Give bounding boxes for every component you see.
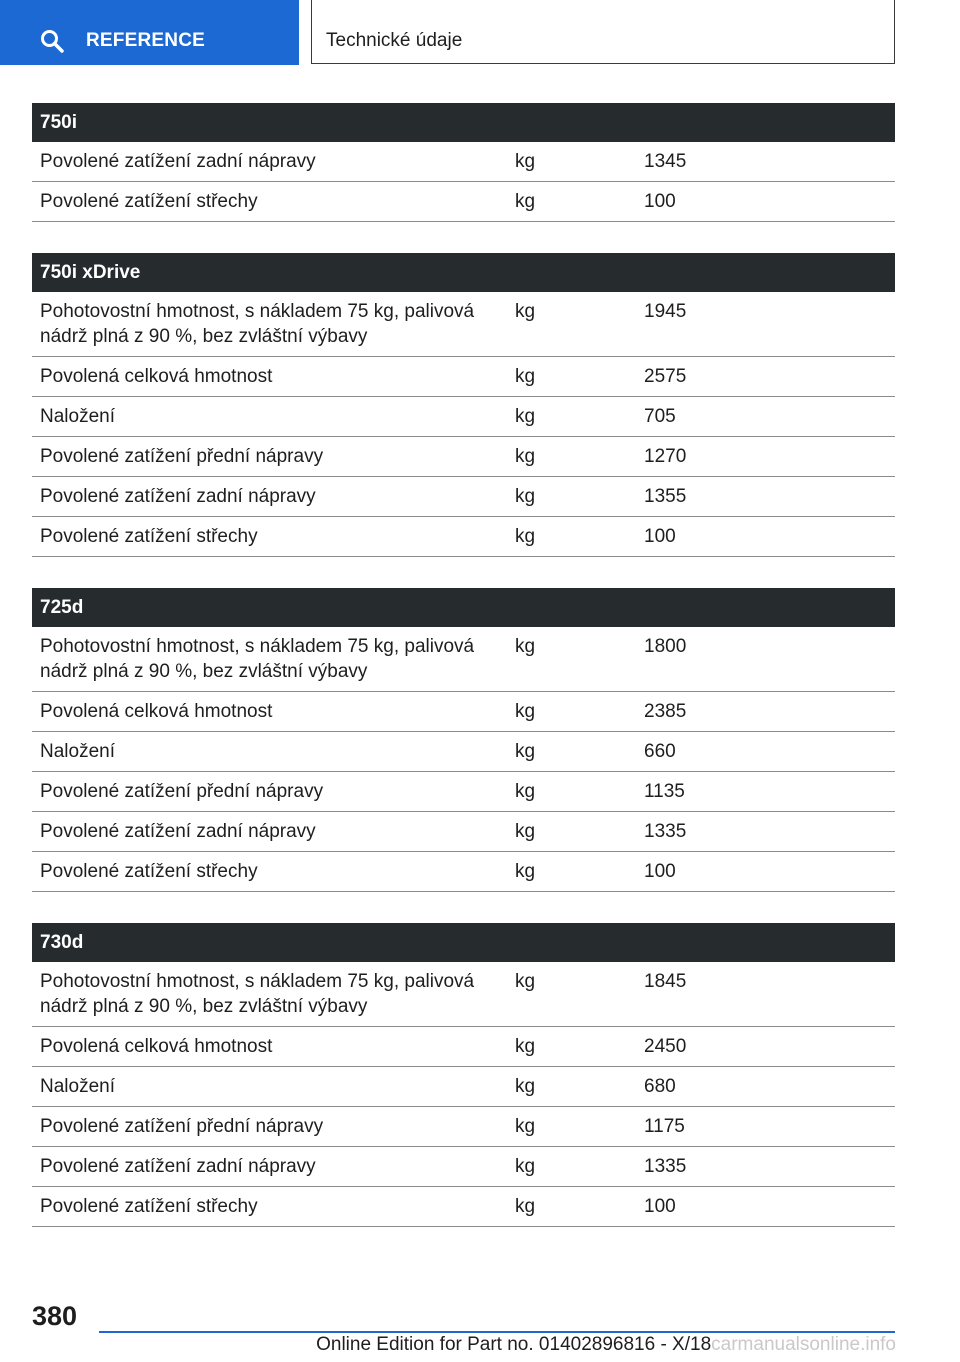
spec-label: Povolená celková hmotnost <box>32 1027 507 1067</box>
table-row <box>32 182 895 222</box>
footer-divider <box>99 1331 895 1333</box>
spec-label: Povolené zatížení přední nápravy <box>32 437 507 477</box>
spec-label: Povolené zatížení zadní nápravy <box>32 1147 507 1187</box>
spec-unit: kg <box>507 1107 636 1147</box>
spec-unit: kg <box>507 812 636 852</box>
spec-table <box>32 103 895 222</box>
spec-unit: kg <box>507 357 636 397</box>
spec-label: Pohotovostní hmotnost, s nákladem 75 kg, palivová nádrž plná z 90 %, bez zvláštní výbavy <box>32 292 507 357</box>
table-row <box>32 437 895 477</box>
table-row <box>32 142 895 182</box>
spec-label: Povolené zatížení střechy <box>32 852 507 892</box>
spec-value: 705 <box>636 397 895 437</box>
spec-unit: kg <box>507 477 636 517</box>
table-header-row <box>32 103 895 142</box>
spec-label: Povolené zatížení zadní nápravy <box>32 812 507 852</box>
search-icon <box>40 29 64 53</box>
spec-value: 2575 <box>636 357 895 397</box>
table-row <box>32 627 895 692</box>
spec-value: 1845 <box>636 962 895 1027</box>
table-row <box>32 1107 895 1147</box>
spec-unit: kg <box>507 772 636 812</box>
table-title: 750i xDrive <box>32 253 895 292</box>
spec-unit: kg <box>507 1067 636 1107</box>
spec-unit: kg <box>507 182 636 222</box>
spec-unit: kg <box>507 142 636 182</box>
table-row <box>32 397 895 437</box>
spec-table <box>32 588 895 892</box>
spec-label: Povolená celková hmotnost <box>32 692 507 732</box>
spec-value: 1175 <box>636 1107 895 1147</box>
spec-value: 1355 <box>636 477 895 517</box>
spec-value: 680 <box>636 1067 895 1107</box>
spec-value: 660 <box>636 732 895 772</box>
spec-label: Naložení <box>32 1067 507 1107</box>
page-number: 380 <box>32 1301 78 1331</box>
table-row <box>32 1147 895 1187</box>
section-tab[interactable] <box>311 0 895 64</box>
spec-value: 100 <box>636 182 895 222</box>
spec-unit: kg <box>507 1187 636 1227</box>
table-row <box>32 772 895 812</box>
table-header-row <box>32 588 895 627</box>
watermark-text: carmanualsonline.info <box>711 1334 896 1355</box>
spec-value: 1335 <box>636 812 895 852</box>
edition-text: Online Edition for Part no. 01402896816 - X/18 <box>316 1334 712 1355</box>
spec-label: Naložení <box>32 732 507 772</box>
table-header-row <box>32 923 895 962</box>
table-row <box>32 1187 895 1227</box>
section-title: Technické údaje <box>326 30 463 51</box>
table-row <box>32 477 895 517</box>
page-header <box>0 0 960 66</box>
spec-value: 1335 <box>636 1147 895 1187</box>
table-row <box>32 1067 895 1107</box>
spec-unit: kg <box>507 692 636 732</box>
table-row <box>32 292 895 357</box>
table-row <box>32 812 895 852</box>
table-title: 750i <box>32 103 895 142</box>
spec-unit: kg <box>507 732 636 772</box>
spec-tables <box>32 103 895 1258</box>
spec-label: Povolené zatížení střechy <box>32 517 507 557</box>
spec-value: 2450 <box>636 1027 895 1067</box>
table-row <box>32 962 895 1027</box>
spec-value: 2385 <box>636 692 895 732</box>
spec-unit: kg <box>507 1027 636 1067</box>
spec-unit: kg <box>507 627 636 692</box>
spec-label: Povolené zatížení přední nápravy <box>32 1107 507 1147</box>
spec-value: 1800 <box>636 627 895 692</box>
spec-label: Naložení <box>32 397 507 437</box>
spec-label: Povolené zatížení střechy <box>32 182 507 222</box>
spec-unit: kg <box>507 1147 636 1187</box>
spec-unit: kg <box>507 292 636 357</box>
spec-label: Povolené zatížení střechy <box>32 1187 507 1227</box>
spec-label: Pohotovostní hmotnost, s nákladem 75 kg, palivová nádrž plná z 90 %, bez zvláštní výbavy <box>32 962 507 1027</box>
spec-unit: kg <box>507 962 636 1027</box>
spec-table <box>32 253 895 557</box>
table-row <box>32 852 895 892</box>
spec-unit: kg <box>507 437 636 477</box>
reference-label: REFERENCE <box>86 30 205 51</box>
spec-table <box>32 923 895 1227</box>
spec-value: 100 <box>636 1187 895 1227</box>
spec-label: Povolená celková hmotnost <box>32 357 507 397</box>
spec-value: 100 <box>636 852 895 892</box>
spec-value: 1945 <box>636 292 895 357</box>
table-row <box>32 732 895 772</box>
spec-value: 1345 <box>636 142 895 182</box>
table-header-row <box>32 253 895 292</box>
spec-label: Povolené zatížení přední nápravy <box>32 772 507 812</box>
table-title: 725d <box>32 588 895 627</box>
table-row <box>32 517 895 557</box>
table-title: 730d <box>32 923 895 962</box>
spec-unit: kg <box>507 517 636 557</box>
reference-button[interactable] <box>0 0 299 65</box>
spec-value: 1270 <box>636 437 895 477</box>
spec-unit: kg <box>507 397 636 437</box>
table-row <box>32 692 895 732</box>
table-row <box>32 1027 895 1067</box>
table-row <box>32 357 895 397</box>
spec-label: Povolené zatížení zadní nápravy <box>32 142 507 182</box>
spec-unit: kg <box>507 852 636 892</box>
footer-edition <box>316 1334 896 1356</box>
spec-value: 100 <box>636 517 895 557</box>
spec-label: Pohotovostní hmotnost, s nákladem 75 kg, palivová nádrž plná z 90 %, bez zvláštní výbavy <box>32 627 507 692</box>
spec-value: 1135 <box>636 772 895 812</box>
spec-label: Povolené zatížení zadní nápravy <box>32 477 507 517</box>
